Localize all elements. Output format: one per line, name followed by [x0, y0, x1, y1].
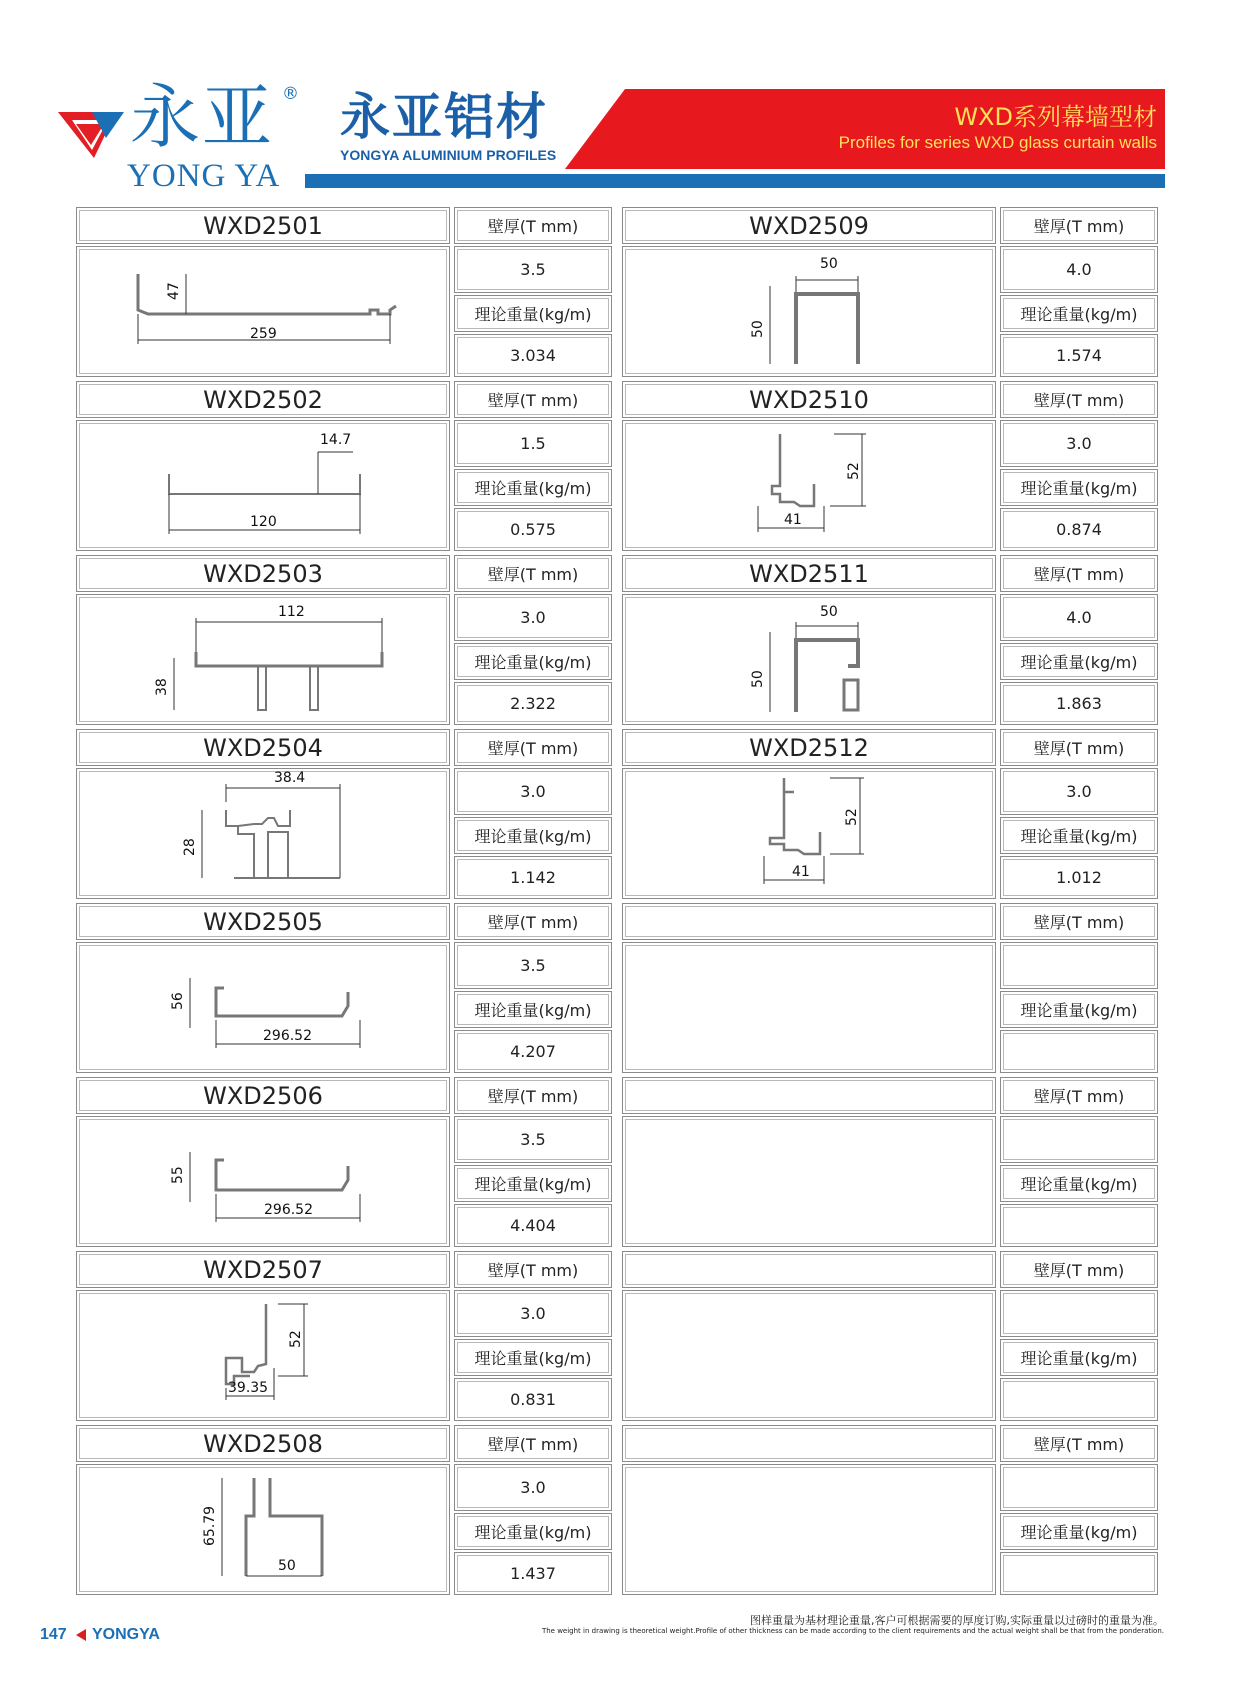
- weight-value: 0.831: [454, 1378, 612, 1421]
- empty-drawing-cell: [622, 1116, 996, 1247]
- dim-height: 47: [166, 282, 182, 300]
- profile-code: WXD2511: [622, 555, 996, 592]
- weight-label: 理论重量(kg/m): [1000, 1339, 1158, 1376]
- profile-drawing: [76, 1116, 450, 1247]
- empty-value-cell: [1000, 1290, 1158, 1337]
- thickness-value: 3.0: [454, 594, 612, 641]
- profile-drawing: [622, 594, 996, 725]
- weight-label: 理论重量(kg/m): [454, 1165, 612, 1202]
- dim-height: 52: [846, 462, 862, 480]
- dim-width: 39.35: [228, 1380, 269, 1396]
- dim-height: 55: [170, 1166, 186, 1184]
- weight-label: 理论重量(kg/m): [454, 1339, 612, 1376]
- arrow-left-icon: [76, 1629, 86, 1641]
- empty-code-cell: [622, 1251, 996, 1288]
- empty-value-cell: [1000, 1464, 1158, 1511]
- profile-code: WXD2503: [76, 555, 450, 592]
- thickness-value: 3.0: [454, 1464, 612, 1511]
- dim-height: 50: [750, 320, 766, 338]
- thickness-label: 壁厚(T mm): [454, 729, 612, 766]
- page-number: 147: [40, 1626, 67, 1643]
- empty-code-cell: [622, 903, 996, 940]
- thickness-label: 壁厚(T mm): [1000, 1077, 1158, 1114]
- profile-code: WXD2501: [76, 207, 450, 244]
- empty-value-cell: [1000, 1116, 1158, 1163]
- dim-width: 296.52: [264, 1202, 313, 1218]
- empty-code-cell: [622, 1425, 996, 1462]
- weight-label: 理论重量(kg/m): [1000, 1165, 1158, 1202]
- empty-code-cell: [622, 1077, 996, 1114]
- profile-drawing: [622, 420, 996, 551]
- profile-drawing: [76, 594, 450, 725]
- thickness-label: 壁厚(T mm): [1000, 381, 1158, 418]
- weight-label: 理论重量(kg/m): [454, 991, 612, 1028]
- profile-code: WXD2507: [76, 1251, 450, 1288]
- thickness-label: 壁厚(T mm): [454, 381, 612, 418]
- weight-label: 理论重量(kg/m): [1000, 469, 1158, 506]
- profile-code: WXD2509: [622, 207, 996, 244]
- weight-label: 理论重量(kg/m): [1000, 991, 1158, 1028]
- dim-width: 112: [278, 604, 305, 620]
- footer-note-en: The weight in drawing is theoretical weight.Profile of other thickness can be made according to the client requirements and the actual weight shall be that from the ponderation.: [541, 1627, 1164, 1635]
- profile-drawing: [76, 1290, 450, 1421]
- weight-value: 0.575: [454, 508, 612, 551]
- thickness-value: 4.0: [1000, 594, 1158, 641]
- dim-width: 41: [784, 512, 802, 528]
- profile-code: WXD2510: [622, 381, 996, 418]
- empty-drawing-cell: [622, 1290, 996, 1421]
- empty-value-cell: [1000, 1378, 1158, 1421]
- profile-drawing: [76, 246, 450, 377]
- dim-height: 50: [750, 670, 766, 688]
- thickness-label: 壁厚(T mm): [1000, 1251, 1158, 1288]
- profile-drawing: [76, 420, 450, 551]
- series-title-cn: WXD系列幕墙型材: [954, 103, 1157, 131]
- dim-width: 50: [820, 604, 838, 620]
- thickness-value: 4.0: [1000, 246, 1158, 293]
- thickness-label: 壁厚(T mm): [1000, 555, 1158, 592]
- thickness-value: 3.5: [454, 942, 612, 989]
- empty-value-cell: [1000, 1030, 1158, 1073]
- series-title-en: Profiles for series WXD glass curtain walls: [838, 133, 1157, 152]
- dim-height: 52: [288, 1330, 304, 1348]
- empty-value-cell: [1000, 1552, 1158, 1595]
- thickness-label: 壁厚(T mm): [454, 1077, 612, 1114]
- dim-height: 52: [844, 808, 860, 826]
- profile-code: WXD2502: [76, 381, 450, 418]
- weight-value: 1.437: [454, 1552, 612, 1595]
- thickness-label: 壁厚(T mm): [1000, 1425, 1158, 1462]
- dim-width: 41: [792, 864, 810, 880]
- thickness-value: 3.5: [454, 1116, 612, 1163]
- profile-drawing: [76, 942, 450, 1073]
- profile-code: WXD2508: [76, 1425, 450, 1462]
- dim-height: 14.7: [320, 432, 352, 448]
- weight-value: 1.863: [1000, 682, 1158, 725]
- thickness-value: 3.0: [454, 768, 612, 815]
- thickness-value: 3.0: [1000, 420, 1158, 467]
- profile-drawing: [76, 1464, 450, 1595]
- logo-cn-text: 永亚: [130, 76, 274, 158]
- weight-label: 理论重量(kg/m): [454, 643, 612, 680]
- thickness-label: 壁厚(T mm): [454, 555, 612, 592]
- dim-width: 259: [250, 326, 277, 342]
- dim-width: 38.4: [274, 770, 306, 786]
- thickness-label: 壁厚(T mm): [1000, 729, 1158, 766]
- footer-note-cn: 图样重量为基材理论重量,客户可根据需要的厚度订购,实际重量以过磅时的重量为准。: [750, 1614, 1164, 1627]
- weight-value: 2.322: [454, 682, 612, 725]
- dim-width: 50: [278, 1558, 296, 1574]
- weight-value: 1.142: [454, 856, 612, 899]
- profile-code: WXD2506: [76, 1077, 450, 1114]
- weight-label: 理论重量(kg/m): [1000, 295, 1158, 332]
- header-blue-bar: [305, 174, 1165, 188]
- thickness-value: 1.5: [454, 420, 612, 467]
- weight-label: 理论重量(kg/m): [454, 469, 612, 506]
- brand-name-cn: 永亚铝材: [340, 88, 548, 146]
- weight-value: 1.574: [1000, 334, 1158, 377]
- weight-value: 3.034: [454, 334, 612, 377]
- thickness-label: 壁厚(T mm): [1000, 903, 1158, 940]
- empty-drawing-cell: [622, 942, 996, 1073]
- thickness-label: 壁厚(T mm): [454, 1251, 612, 1288]
- dim-height: 38: [154, 678, 170, 696]
- empty-drawing-cell: [622, 1464, 996, 1595]
- dim-height: 65.79: [202, 1505, 218, 1546]
- weight-label: 理论重量(kg/m): [1000, 643, 1158, 680]
- footer-brand: YONGYA: [92, 1626, 160, 1643]
- thickness-value: 3.0: [1000, 768, 1158, 815]
- profile-code: WXD2512: [622, 729, 996, 766]
- weight-value: 1.012: [1000, 856, 1158, 899]
- weight-label: 理论重量(kg/m): [454, 1513, 612, 1550]
- logo-mark-icon: [58, 112, 124, 160]
- registered-mark: ®: [282, 84, 299, 104]
- thickness-label: 壁厚(T mm): [454, 207, 612, 244]
- empty-value-cell: [1000, 1204, 1158, 1247]
- weight-value: 4.404: [454, 1204, 612, 1247]
- profile-code: WXD2505: [76, 903, 450, 940]
- profile-drawing: [622, 246, 996, 377]
- dim-width: 50: [820, 256, 838, 272]
- dim-height: 56: [170, 992, 186, 1010]
- thickness-label: 壁厚(T mm): [454, 903, 612, 940]
- dim-height: 28: [182, 838, 198, 856]
- thickness-value: 3.0: [454, 1290, 612, 1337]
- profile-drawing: [622, 768, 996, 899]
- thickness-value: 3.5: [454, 246, 612, 293]
- weight-value: 0.874: [1000, 508, 1158, 551]
- thickness-label: 壁厚(T mm): [454, 1425, 612, 1462]
- brand-name-en: YONGYA ALUMINIUM PROFILES: [340, 147, 557, 163]
- empty-value-cell: [1000, 942, 1158, 989]
- logo-en-text: YONG YA: [127, 158, 281, 194]
- weight-label: 理论重量(kg/m): [454, 295, 612, 332]
- weight-label: 理论重量(kg/m): [454, 817, 612, 854]
- dim-width: 296.52: [263, 1028, 312, 1044]
- profile-code: WXD2504: [76, 729, 450, 766]
- dim-width: 120: [250, 514, 277, 530]
- weight-label: 理论重量(kg/m): [1000, 1513, 1158, 1550]
- profile-drawing: [76, 768, 450, 899]
- weight-label: 理论重量(kg/m): [1000, 817, 1158, 854]
- thickness-label: 壁厚(T mm): [1000, 207, 1158, 244]
- weight-value: 4.207: [454, 1030, 612, 1073]
